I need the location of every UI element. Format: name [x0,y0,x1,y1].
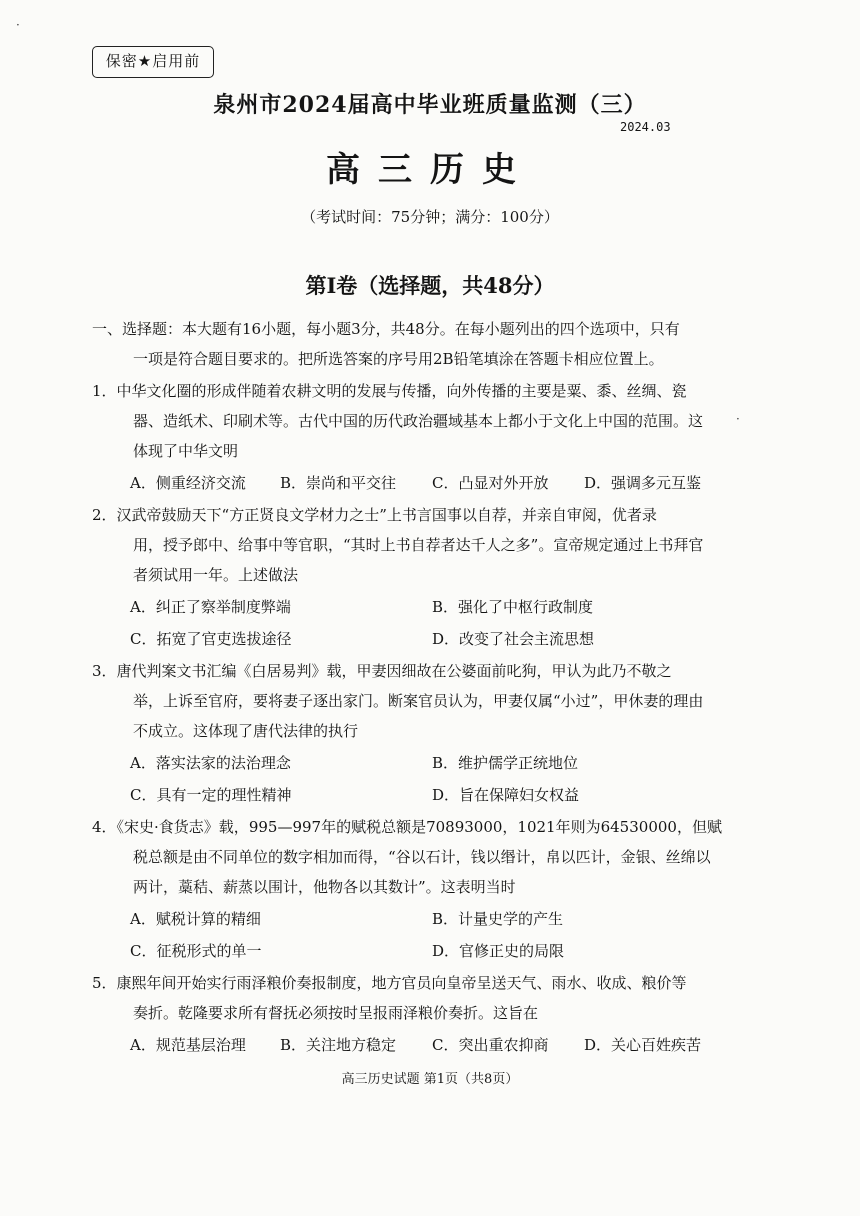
question-4-option-b: B．计量史学的产生 [432,910,564,928]
question-2-option-a: A．纠正了察举制度弊端 [130,598,291,616]
question-2-line-3: 者须试用一年。上述做法 [133,566,299,584]
scan-speck: · [16,18,20,32]
question-4-line-3: 两计，藁秸、薪蒸以围计，他物各以其数计”。这表明当时 [133,878,516,896]
question-1-option-c: C．凸显对外开放 [432,474,549,492]
question-4-line-2: 税总额是由不同单位的数字相加而得，“谷以石计，钱以缗计，帛以匹计，金银、丝绵以 [133,848,711,866]
confidential-stamp: 保密★启用前 [92,46,214,78]
question-2-option-d: D．改变了社会主流思想 [432,630,595,648]
question-1-option-d: D．强调多元互鉴 [584,474,702,492]
question-1-option-a: A．侧重经济交流 [130,474,246,492]
exam-date: 2024.03 [620,120,671,134]
exam-title: 泉州市2024届高中毕业班质量监测（三） [213,92,647,118]
question-5-line-2: 奏折。乾隆要求所有督抚必须按时呈报雨泽粮价奏折。这旨在 [133,1004,539,1022]
question-2-option-c: C．拓宽了官吏选拔途径 [130,630,292,648]
question-1-line-2: 器、造纸术、印刷术等。古代中国的历代政治疆域基本上都小于文化上中国的范围。这 [133,412,704,430]
question-4-option-c: C．征税形式的单一 [130,942,262,960]
question-1-line-1: 1．中华文化圈的形成伴随着农耕文明的发展与传播，向外传播的主要是粟、黍、丝绸、瓷 [92,382,687,400]
question-3-line-3: 不成立。这体现了唐代法律的执行 [133,722,359,740]
question-4-option-a: A．赋税计算的精细 [130,910,261,928]
scan-speck: · [736,412,740,426]
section-title: 第Ⅰ卷（选择题，共48分） [305,273,555,298]
question-5-option-d: D．关心百姓疾苦 [584,1036,702,1054]
question-2-line-2: 用，授予郎中、给事中等官职，“其时上书自荐者达千人之多”。宣帝规定通过上书拜官 [133,536,704,554]
subject-title: 高三历史 [326,150,534,190]
instructions-line-2: 一项是符合题目要求的。把所选答案的序号用2B铅笔填涂在答题卡相应位置上。 [133,350,664,368]
question-3-option-d: D．旨在保障妇女权益 [432,786,580,804]
question-3-option-c: C．具有一定的理性精神 [130,786,292,804]
question-3-option-b: B．维护儒学正统地位 [432,754,579,772]
page-footer: 高三历史试题 第1页（共8页） [341,1072,519,1087]
question-2-option-b: B．强化了中枢行政制度 [432,598,594,616]
question-3-line-2: 举，上诉至官府，要将妻子逐出家门。断案官员认为，甲妻仅属“小过”，甲休妻的理由 [133,692,704,710]
question-5-option-a: A．规范基层治理 [130,1036,246,1054]
question-5-line-1: 5．康熙年间开始实行雨泽粮价奏报制度，地方官员向皇帝呈送天气、雨水、收成、粮价等 [92,974,687,992]
exam-info: （考试时间：75分钟；满分：100分） [301,208,559,226]
question-1-option-b: B．崇尚和平交往 [280,474,397,492]
question-3-option-a: A．落实法家的法治理念 [130,754,291,772]
question-4-option-d: D．官修正史的局限 [432,942,565,960]
question-3-line-1: 3．唐代判案文书汇编《白居易判》载，甲妻因细故在公婆面前叱狗，甲认为此乃不敬之 [92,662,672,680]
question-5-option-b: B．关注地方稳定 [280,1036,397,1054]
question-1-line-3: 体现了中华文明 [133,442,239,460]
question-2-line-1: 2．汉武帝鼓励天下“方正贤良文学材力之士”上书言国事以自荐，并亲自审阅，优者录 [92,506,657,524]
question-4-line-1: 4．《宋史·食货志》载，995—997年的赋税总额是70893000，1021年则为64530000，但赋 [92,818,722,836]
instructions-line-1: 一、选择题：本大题有16小题，每小题3分，共48分。在每小题列出的四个选项中，只有 [92,320,680,338]
question-5-option-c: C．突出重农抑商 [432,1036,549,1054]
